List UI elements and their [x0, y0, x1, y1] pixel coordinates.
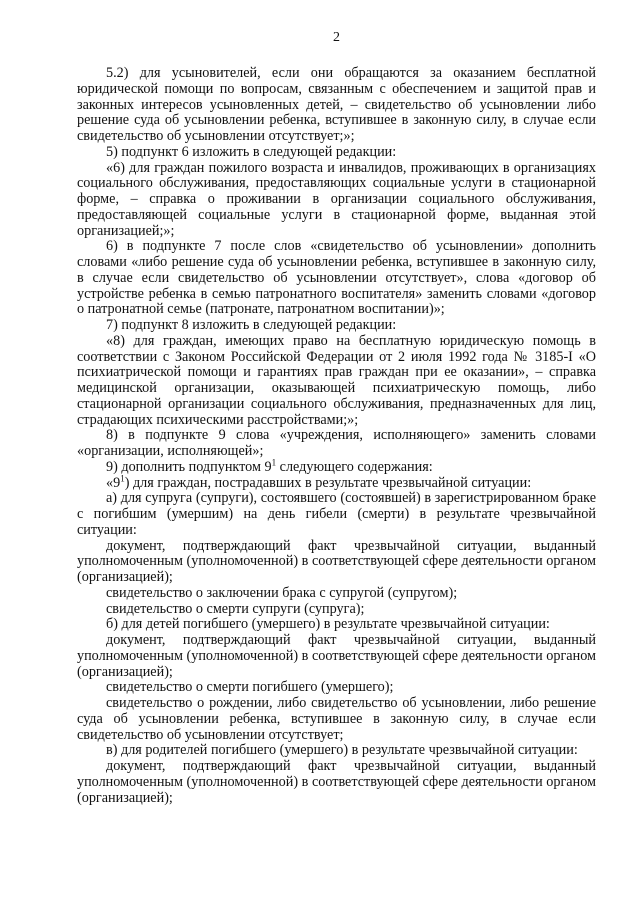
paragraph-amend-7: 7) подпункт 8 изложить в следующей редакции: — [106, 317, 397, 333]
paragraph-subitem-6: «6) для граждан пожилого возраста и инвалидов, проживающих в организациях социального обслуживания, предоставляющих социальные услуги в стационарной форме, – справка о проживании в организации социального обслуживания, предоставляющей социальные услуги в стационарной форме, выданная этой организацией;»; — [77, 159, 596, 239]
amend-9-superscript: 1 — [271, 457, 277, 468]
paragraph-parents: в) для родителей погибшего (умершего) в результате чрезвычайной ситуации: — [106, 742, 578, 759]
paragraph-amend-9 — [77, 457, 596, 476]
amend-9-text-after: следующего содержания: — [276, 458, 433, 475]
subitem-9-1-superscript: 1 — [120, 472, 125, 483]
paragraph-amend-8: 8) в подпункте 9 слова «учреждения, исполняющего» заменить словами «организации, исполняющей»; — [77, 427, 596, 459]
paragraph-amend-6: 6) в подпункте 7 после слов «свидетельство об усыновлении» дополнить словами «либо решение суда об усыновлении ребенка, вступившее в законную силу, в случае если свидетельство об усыновлении отсутствует», слова «договор об устройстве ребенка в семью патронатного воспитателя» заменить словами «договор о патронатной семье (патронате, патронатном воспитании)»; — [77, 238, 596, 318]
paragraph-subitem-9-1 — [77, 472, 596, 492]
paragraph-5-2: 5.2) для усыновителей, если они обращаются за оказанием бесплатной юридической помощи по вопросам, связанным с обеспечением и защитой прав и законных интересов усыновленных детей, – свидетельство об усыновлении либо решение суда об усыновлении ребенка, вступившее в законную силу, в случае если свидетельство об усыновлении отсутствует;»; — [77, 65, 596, 144]
amend-9-text-before: 9) дополнить подпунктом 9 — [106, 458, 272, 475]
paragraph-amend-5: 5) подпункт 6 изложить в следующей редакции: — [106, 143, 397, 160]
subitem-9-1-text-before: «9 — [106, 474, 121, 491]
document-page — [77, 30, 596, 806]
paragraph-children-death-cert: свидетельство о смерти погибшего (умершего); — [106, 679, 394, 696]
paragraph-spouse: а) для супруга (супруги), состоявшего (состоявшей) в зарегистрированном браке с погибшим (умершим) на день гибели (смерти) в результате чрезвычайной ситуации: — [77, 490, 596, 538]
paragraph-subitem-8: «8) для граждан, имеющих право на бесплатную юридическую помощь в соответствии с Законом Российской Федерации от 2 июля 1992 года № 3185-I «О психиатрической помощи и гарантиях прав граждан при ее оказании», – справка медицинской организации, оказывающей психиатрическую помощь, либо стационарной организации социального обслуживания, предназначенных для лиц, страдающих психическими расстройствами;»; — [77, 332, 596, 428]
paragraph-children-emergency-doc: документ, подтверждающий факт чрезвычайной ситуации, выданный уполномоченным (уполномоченной) в соответствующей сфере деятельности органом (организацией); — [77, 632, 596, 680]
paragraph-children-birth-cert: свидетельство о рождении, либо свидетельство об усыновлении, либо решение суда об усыновлении ребенка, вступившее в законную силу, в случае если свидетельство об усыновлении отсутствует; — [77, 695, 596, 743]
paragraph-parents-emergency-doc: документ, подтверждающий факт чрезвычайной ситуации, выданный уполномоченным (уполномоченной) в соответствующей сфере деятельности органом (организацией); — [77, 758, 596, 806]
paragraph-spouse-death-cert: свидетельство о смерти супруги (супруга); — [106, 600, 365, 617]
paragraph-children: б) для детей погибшего (умершего) в результате чрезвычайной ситуации: — [106, 616, 550, 633]
paragraph-spouse-marriage-cert: свидетельство о заключении брака с супругой (супругом); — [106, 584, 458, 601]
paragraph-spouse-emergency-doc: документ, подтверждающий факт чрезвычайной ситуации, выданный уполномоченным (уполномоченной) в соответствующей сфере деятельности органом (организацией); — [77, 537, 596, 585]
subitem-9-1-text-after: ) для граждан, пострадавших в результате чрезвычайной ситуации: — [124, 474, 532, 491]
page-number: 2 — [333, 30, 340, 45]
